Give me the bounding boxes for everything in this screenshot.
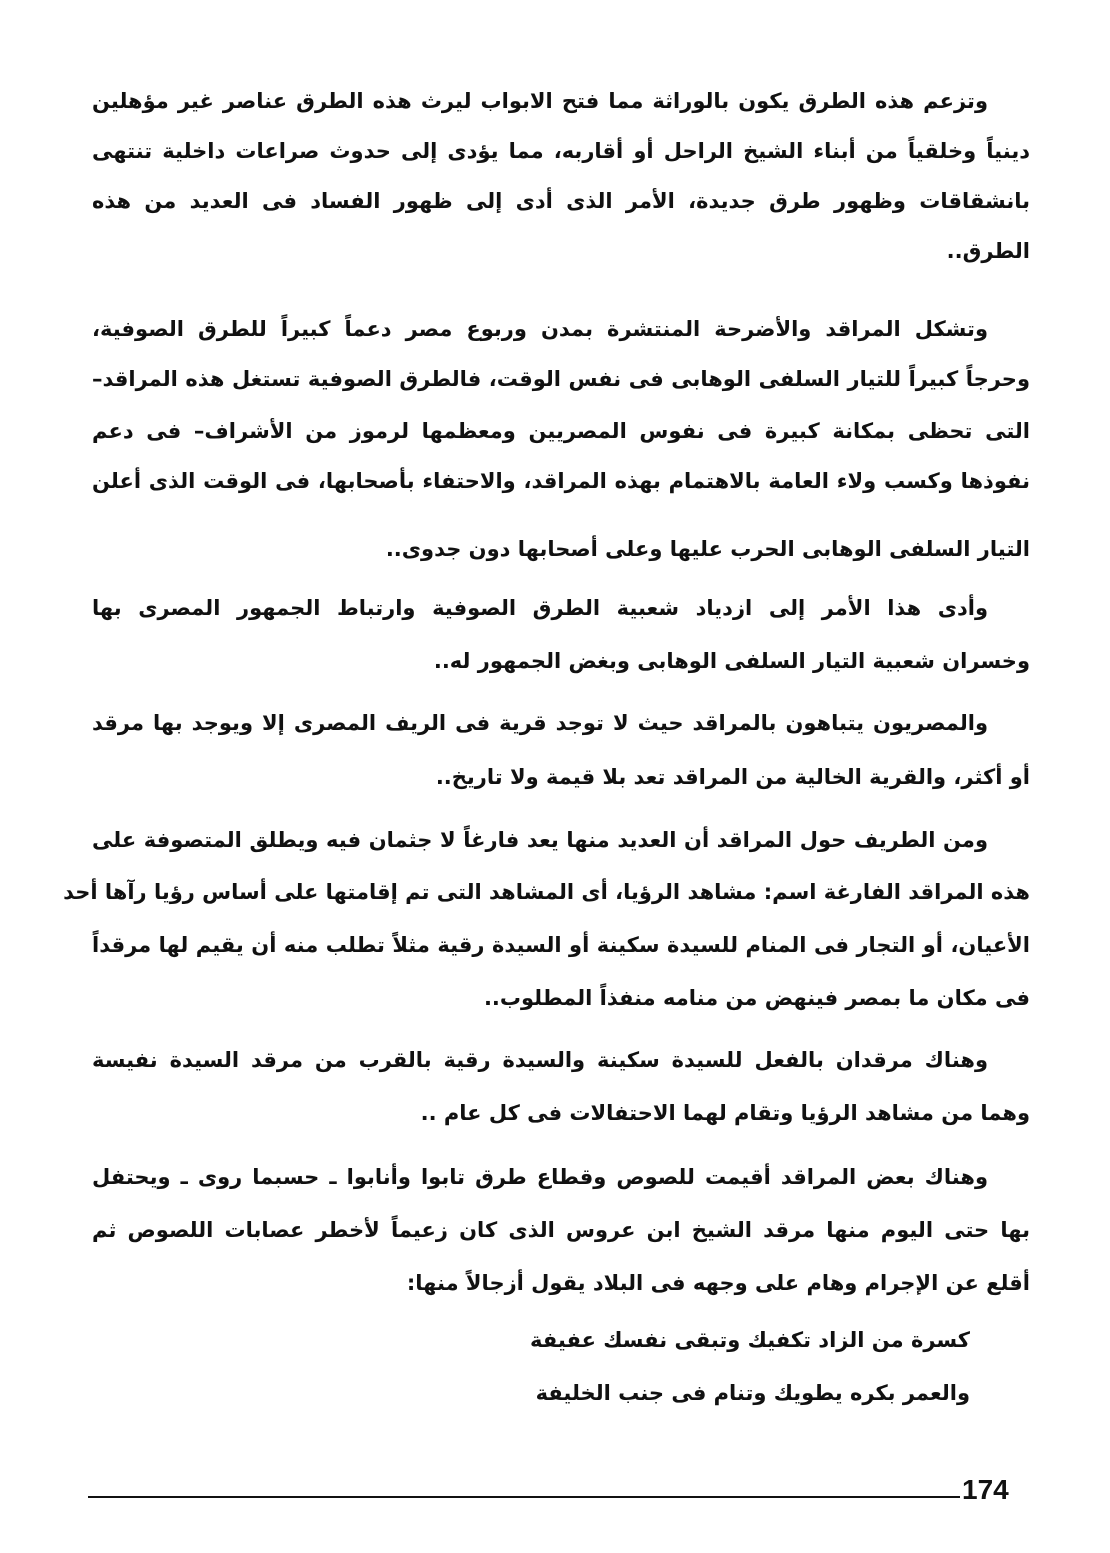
text-line: والمصريون يتباهون بالمراقد حيث لا توجد قرية فى الريف المصرى إلا ويوجد بها مرقد (92, 711, 988, 735)
verse-line: كسرة من الزاد تكفيك وتبقى نفسك عفيفة (530, 1328, 970, 1352)
text-line: التى تحظى بمكانة كبيرة فى نفوس المصريين ومعظمها لرموز من الأشراف– فى دعم (92, 419, 1030, 443)
text-line: أو أكثر، والقرية الخالية من المراقد تعد بلا قيمة ولا تاريخ.. (435, 765, 1030, 789)
text-line: وخسران شعبية التيار السلفى الوهابى وبغض الجمهور له.. (433, 649, 1030, 673)
text-line: هذه المراقد الفارغة اسم: مشاهد الرؤيا، أى المشاهد التى تم إقامتها على أساس رؤيا رآها أحد (63, 880, 1030, 904)
text-line: التيار السلفى الوهابى الحرب عليها وعلى أصحابها دون جدوى.. (385, 537, 1030, 561)
text-line: أقلع عن الإجرام وهام على وجهه فى البلاد يقول أزجالاً منها: (406, 1271, 1030, 1295)
text-line: الطرق.. (946, 239, 1030, 263)
text-line: وهناك بعض المراقد أقيمت للصوص وقطاع طرق تابوا وأنابوا ـ حسبما روى ـ ويحتفل (92, 1165, 988, 1189)
text-line: ومن الطريف حول المراقد أن العديد منها يعد فارغاً لا جثمان فيه ويطلق المتصوفة على (92, 828, 988, 852)
text-line: دينياً وخلقياً من أبناء الشيخ الراحل أو أقاربه، مما يؤدى إلى حدوث صراعات داخلية تنتهى (92, 139, 1030, 163)
page-number: 174 (962, 1474, 1009, 1505)
text-line: بها حتى اليوم منها مرقد الشيخ ابن عروس الذى كان زعيماً لأخطر عصابات اللصوص ثم (92, 1218, 1030, 1242)
text-line: نفوذها وكسب ولاء العامة بالاهتمام بهذه المراقد، والاحتفاء بأصحابها، فى الوقت الذى أعلن (92, 469, 1030, 493)
text-line: بانشقاقات وظهور طرق جديدة، الأمر الذى أدى إلى ظهور الفساد فى العديد من هذه (92, 189, 1030, 213)
footer-rule (88, 1496, 960, 1498)
text-line: الأعيان، أو التجار فى المنام للسيدة سكينة أو السيدة رقية مثلاً تطلب منه أن يقيم لها مرقداً (92, 933, 1030, 957)
text-line: وأدى هذا الأمر إلى ازدياد شعبية الطرق الصوفية وارتباط الجمهور المصرى بها (92, 596, 988, 620)
text-line: وهناك مرقدان بالفعل للسيدة سكينة والسيدة رقية بالقرب من مرقد السيدة نفيسة (92, 1048, 988, 1072)
text-line: فى مكان ما بمصر فينهض من منامه منفذاً المطلوب.. (483, 986, 1030, 1010)
text-line: وهما من مشاهد الرؤيا وتقام لهما الاحتفالات فى كل عام .. (420, 1101, 1030, 1125)
text-line: وتشكل المراقد والأضرحة المنتشرة بمدن وربوع مصر دعماً كبيراً للطرق الصوفية، (92, 317, 988, 341)
text-line: وحرجاً كبيراً للتيار السلفى الوهابى فى نفس الوقت، فالطرق الصوفية تستغل هذه المراقد– (92, 367, 1030, 391)
text-line: وتزعم هذه الطرق يكون بالوراثة مما فتح الابواب ليرث هذه الطرق عناصر غير مؤهلين (92, 89, 988, 113)
verse-line: والعمر بكره يطويك وتنام فى جنب الخليفة (535, 1381, 970, 1405)
